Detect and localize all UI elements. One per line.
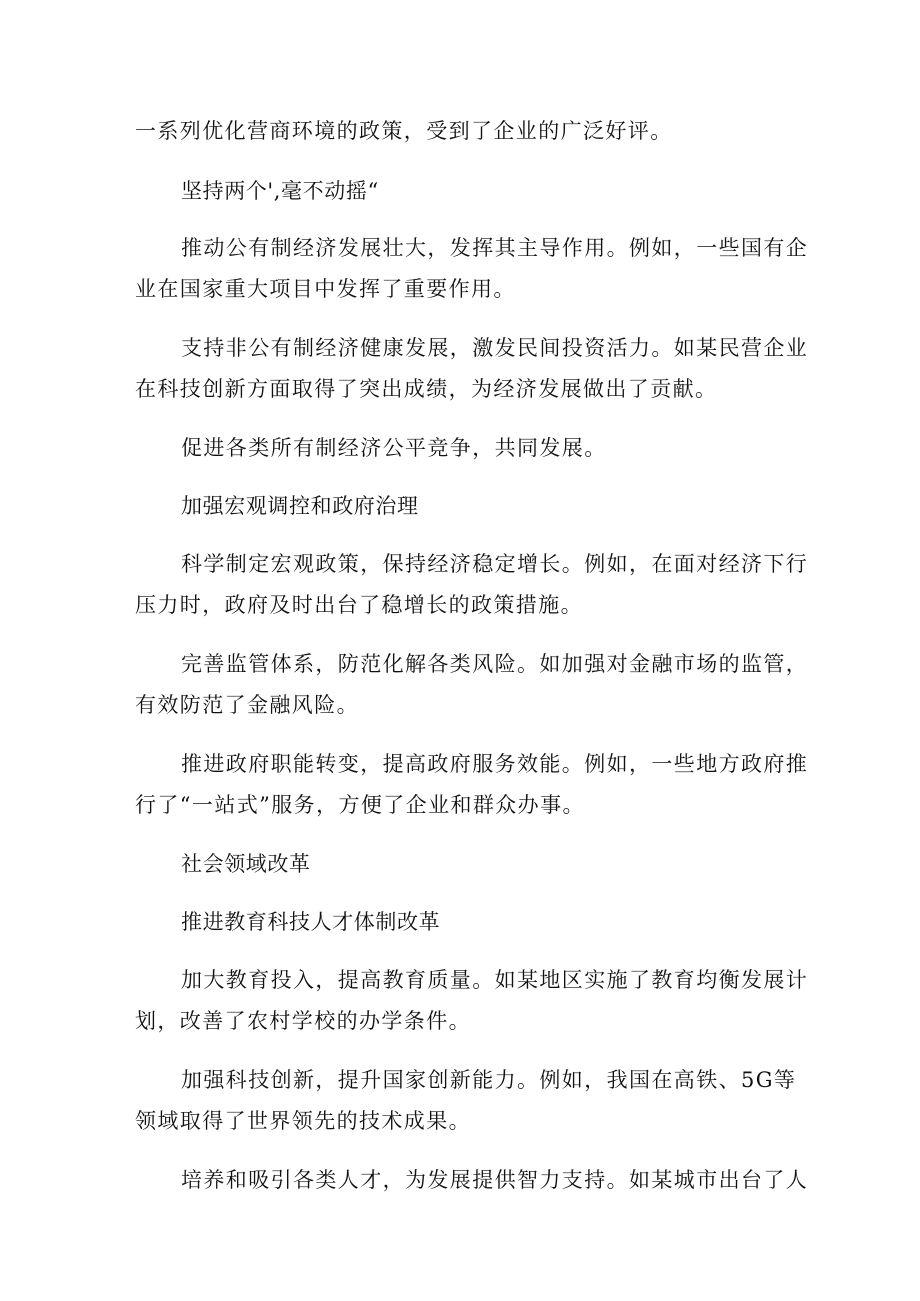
section-heading: 社会领域改革 — [181, 852, 311, 876]
paragraph-line: 科学制定宏观政策，保持经济稳定增长。例如，在面对经济下行 — [181, 552, 809, 576]
paragraph-line: 领域取得了世界领先的技术成果。 — [135, 1109, 471, 1133]
paragraph-line: 有效防范了金融风险。 — [135, 693, 359, 717]
paragraph-line: 划，改善了农村学校的办学条件。 — [135, 1009, 471, 1033]
paragraph-line: 在科技创新方面取得了突出成绩，为经济发展做出了贡献。 — [135, 377, 718, 401]
paragraph-line: 业在国家重大项目中发挥了重要作用。 — [135, 277, 516, 301]
paragraph-line: 推动公有制经济发展壮大，发挥其主导作用。例如，一些国有企 — [181, 236, 809, 260]
paragraph-line: 推进政府职能转变，提高政府服务效能。例如，一些地方政府推 — [181, 752, 809, 776]
section-heading: 加强宏观调控和政府治理 — [181, 494, 419, 518]
paragraph-line: 促进各类所有制经济公平竞争，共同发展。 — [181, 436, 607, 460]
paragraph-line: 压力时，政府及时出台了稳增长的政策措施。 — [135, 593, 583, 617]
paragraph-line: 支持非公有制经济健康发展，激发民间投资活力。如某民营企业 — [181, 336, 809, 360]
section-heading: 坚持两个',毫不动摇“ — [181, 179, 379, 203]
paragraph-line: 行了“一站式”服务，方便了企业和群众办事。 — [135, 793, 585, 817]
paragraph-line: 加大教育投入，提高教育质量。如某地区实施了教育均衡发展计 — [181, 968, 809, 992]
section-heading: 推进教育科技人才体制改革 — [181, 910, 441, 934]
paragraph-line: 加强科技创新，提升国家创新能力。例如，我国在高铁、5G等 — [181, 1068, 797, 1092]
paragraph-line: 完善监管体系，防范化解各类风险。如加强对金融市场的监管， — [181, 652, 809, 676]
paragraph-line: 一系列优化营商环境的政策，受到了企业的广泛好评。 — [135, 119, 673, 143]
paragraph-line: 培养和吸引各类人才，为发展提供智力支持。如某城市出台了人 — [181, 1168, 809, 1192]
